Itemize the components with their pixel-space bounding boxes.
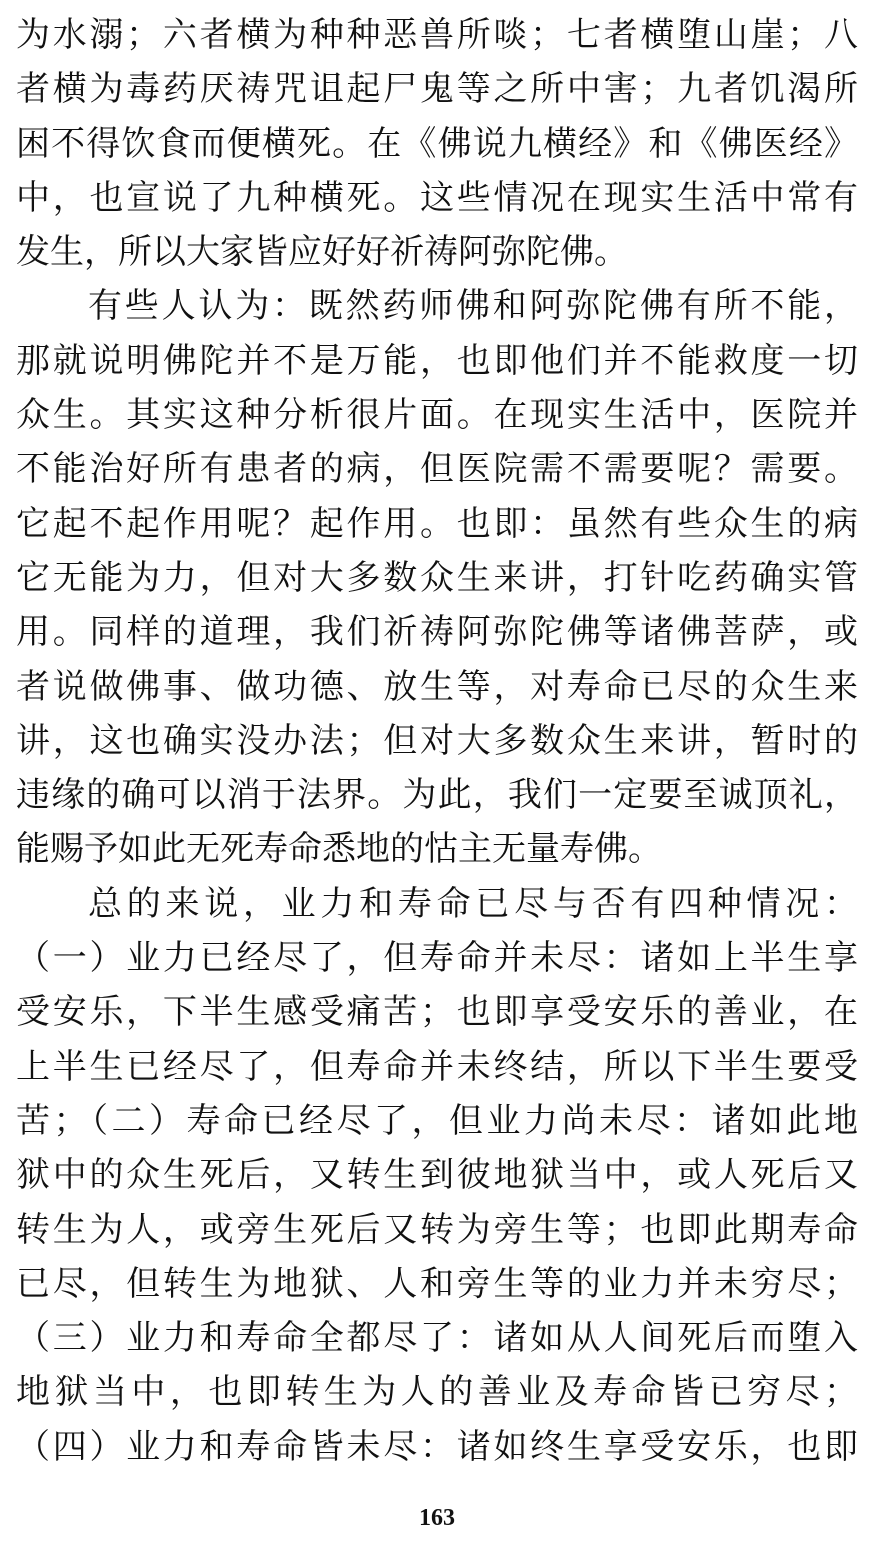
text-line: 不能治好所有患者的病，但医院需不需要呢？需要。 [16, 449, 858, 490]
text-line: 苦；（二）寿命已经尽了，但业力尚未尽：诸如此地 [16, 1100, 858, 1141]
text-line: 总的来说，业力和寿命已尽与否有四种情况： [88, 883, 858, 924]
text-line: 发生，所以大家皆应好好祈祷阿弥陀佛。 [16, 232, 628, 273]
text-line: 者说做佛事、做功德、放生等，对寿命已尽的众生来 [16, 666, 858, 707]
text-line: 为水溺；六者横为种种恶兽所啖；七者横堕山崖；八 [16, 15, 858, 55]
text-line: 违缘的确可以消于法界。为此，我们一定要至诚顶礼， [16, 775, 858, 816]
text-line: （一）业力已经尽了，但寿命并未尽：诸如上半生享 [16, 938, 858, 979]
text-line: 困不得饮食而便横死。在《佛说九横经》和《佛医经》 [16, 123, 858, 164]
text-line: 者横为毒药厌祷咒诅起尸鬼等之所中害；九者饥渴所 [16, 69, 858, 110]
text-line: （四）业力和寿命皆未尽：诸如终生享受安乐，也即 [16, 1426, 858, 1467]
text-line: 用。同样的道理，我们祈祷阿弥陀佛等诸佛菩萨，或 [16, 612, 858, 653]
text-line: 转生为人，或旁生死后又转为旁生等；也即此期寿命 [16, 1209, 858, 1250]
text-line: 那就说明佛陀并不是万能，也即他们并不能救度一切 [16, 340, 858, 381]
text-line: 它无能为力，但对大多数众生来讲，打针吃药确实管 [16, 557, 858, 598]
text-line: 众生。其实这种分析很片面。在现实生活中，医院并 [16, 395, 858, 436]
text-line: 它起不起作用呢？起作用。也即：虽然有些众生的病 [16, 503, 858, 544]
text-line: 中，也宣说了九种横死。这些情况在现实生活中常有 [16, 177, 858, 218]
text-line: 上半生已经尽了，但寿命并未终结，所以下半生要受 [16, 1046, 858, 1087]
body-text [16, 8, 858, 1474]
text-line: （三）业力和寿命全都尽了：诸如从人间死后而堕入 [16, 1318, 858, 1359]
text-line: 地狱当中，也即转生为人的善业及寿命皆已穷尽； [16, 1372, 858, 1413]
text-line: 能赐予如此无死寿命悉地的怙主无量寿佛。 [16, 829, 662, 870]
text-line: 受安乐，下半生感受痛苦；也即享受安乐的善业，在 [16, 992, 858, 1033]
text-line: 已尽，但转生为地狱、人和旁生等的业力并未穷尽； [16, 1263, 858, 1304]
page-number: 163 [419, 1505, 455, 1531]
text-line: 狱中的众生死后，又转生到彼地狱当中，或人死后又 [16, 1155, 858, 1196]
text-line: 有些人认为：既然药师佛和阿弥陀佛有所不能， [88, 286, 858, 327]
text-line: 讲，这也确实没办法；但对大多数众生来讲，暂时的 [16, 720, 858, 761]
